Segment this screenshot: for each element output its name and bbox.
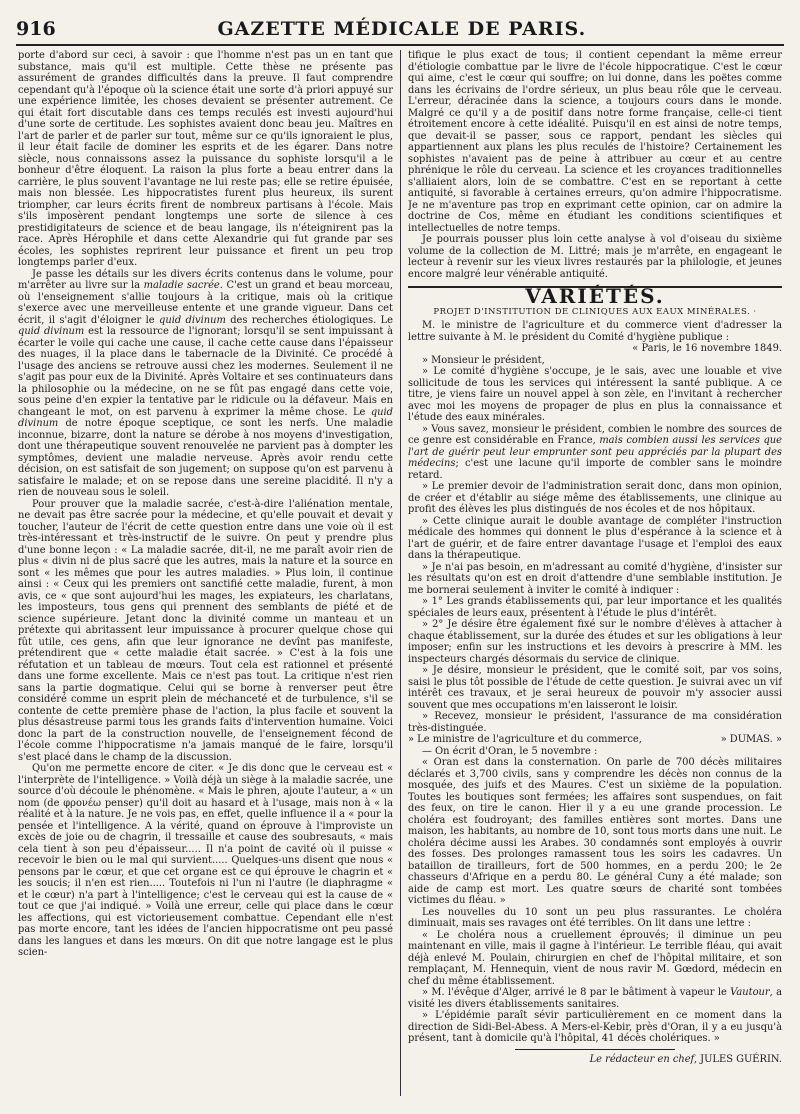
report-paragraph: Les nouvelles du 10 sont un peu plus rassurantes. Le choléra diminuait, mais ses ravages ont été terribles. On lit dans une lettre : [408, 906, 782, 929]
section-subtitle: PROJET D'INSTITUTION DE CLINIQUES AUX EAUX MINÉRALES. · [433, 306, 757, 317]
report-paragraph: « Le choléra nous a cruellement éprouvés; il diminue un peu maintenant en ville, mais il gagne à l'intérieur. Le terrible fléau, qui avait déjà enlevé M. Poulain, chirurgien en chef de l'hôpital militaire, et son remplaçant, M. Hennequin, vient de nous ravir M. Gœdord, médecin en chef du même établissement. [408, 929, 782, 987]
italic-term: quid divinum [18, 406, 393, 429]
signature-title: » Le ministre de l'agriculture et du commerce, [408, 734, 642, 745]
right-column [408, 50, 782, 1096]
text-run: » M. l'évêque d'Alger, arrivé le 8 par le bâtiment à vapeur le [422, 987, 731, 998]
report-intro: — On écrit d'Oran, le 5 novembre : [422, 745, 598, 757]
letter-signature [408, 734, 782, 746]
letter-dateline: « Paris, le 16 novembre 1849. [632, 343, 782, 354]
letter-paragraph: » Je n'ai pas besoin, en m'adressant au comité d'hygiène, d'insister sur les résultats qu'on est en droit d'attendre d'une semblable institution. Je me bornerai seulement à inviter le comité à indiquer : [408, 561, 782, 596]
report-paragraph: « Oran est dans la consternation. On parle de 700 décès militaires déclarés et 3,700 civils, sans y comprendre les décès non connus de la mosquée, des juifs et des Maures. C'est un sixième de la population. Toutes les boutiques sont fermées; les affaires sont suspendues, on fait des feux, on tire le canon. Hier il y a eu une grande procession. Le choléra est foudroyant; des familles entières sont mortes. Dans une maison, les habitants, au nombre de 10, sont tous morts dans une nuit. Le choléra décime aussi les Arabes. 30 condamnés sont employés à ouvrir des fosses. Des prolonges ramassent tous les soirs les cadavres. Un bataillon de tirailleurs, fort de 500 hommes, en a perdu 200; le 2e chasseurs d'Afrique en a perdu 80. Le général Cuny a été malade; son aide de camp est mort. Les quatre sœurs de charité sont tombées victimes du fléau. » [408, 757, 782, 906]
paragraph: Je pourrais pousser plus loin cette analyse à vol d'oiseau du sixième volume de la collection de M. Littré; mais je m'arrête, en engageant le lecteur à revenir sur les vieux livres restaurés par la philologie, et jeunes encore malgré leur vénérable antiquité. [408, 234, 782, 280]
letter-paragraph: » 1° Les grands établissements qui, par leur importance et les qualités spéciales de leurs eaux, présentent à l'étude le plus d'intérêt. [408, 596, 782, 619]
paragraph: Qu'on me permette encore de citer. « Je dis donc que le cerveau est « l'interprète de l'intelligence. » Voilà déjà un siège à la maladie sacrée, une source d'où découle le phénomène. « Mais le phren, ajoute l'auteur, a « un nom (de φρονέω penser) qu'il doit au hasard et à l'usage, mais non à « la réalité et à la nature. Je ne vois pas, en effet, quelle influence il a « pour la pensée et l'intelligence. A la vérité, quand on éprouve à l'improviste un excès de joie ou de chagrin, il tressaille et cause des soubresauts, « mais cela tient à son peu d'épaisseur..... Il n'a point de cavité où il puisse « recevoir le bien ou le mal qui survient..... Quelques-uns disent que nous « pensons par le cœur, et que cet organe est ce qui éprouve le chagrin et « les soucis; il n'en est rien..... Toutefois ni l'un ni l'autre (le diaphragme « et le cœur) n'a part à l'intelligence; c'est le cerveau qui est la cause de « tout ce que j'ai indiqué. » Voilà une erreur, celle qui place dans le cœur les affections, qui est victorieusement combattue. Cependant elle n'est pas morte encore, tant les idées de l'ancien hippocratisme ont peu passé dans les langues et dans les mœurs. On dit que notre langage est le plus scien- [18, 763, 393, 958]
italic-term: maladie sacrée [143, 280, 220, 291]
letter-paragraph: » Le comité d'hygiène s'occupe, je le sais, avec une louable et vive sollicitude de tous les services qui intéressent la santé publique. A ce titre, je viens faire un nouvel appel à son zèle, en l'invitant à rechercher avec moi les moyens de propager de plus en plus la connaissance et l'étude des eaux minérales. [408, 366, 782, 423]
paragraph: porte d'abord sur ceci, à savoir : que l'homme n'est pas un en tant que substance, mais qu'il est multiple. Cette thèse ne présente pas assurément de grandes difficultés dans la preuve. Il faut comprendre cependant qu'à l'époque où la science était une sorte d'à priori appuyé sur une expérience limitée, les choses devaient se présenter autrement. Ce qui était fort discutable dans ces temps reculés est investi aujourd'hui d'une sorte de certitude. Les sophistes avaient donc beau jeu. Maîtres en l'art de parler et de parler sur tout, même sur ce qu'ils ignoraient le plus, il leur était facile de dominer les esprits et de les égarer. Dans notre siècle, nous connaissons assez la puissance du sophiste lorsqu'il a le bonheur d'être éloquent. La raison la plus forte a beau entrer dans la carrière, le plus souvent l'avantage ne lui reste pas; elle se retire épuisée, mais non blessée. Les hippocratistes furent plus heureux, ils surent triompher, car leurs écrits firent de nombreux partisans à l'école. Mais s'ils imposèrent pendant longtemps une sorte de silence à ces prestidigitateurs de science et de beau langage, ils n'éteignirent pas la race. Après Hérophile et dans cette Alexandrie qui fut grande par ses écoles, les sophistes reprirent leur puissance et firent un peu trop longtemps parler d'eux. [18, 50, 393, 268]
text-run: » Vous savez, monsieur le président, combien le nombre des sources de ce genre est considérable en France, [408, 423, 782, 446]
page-header [16, 14, 784, 46]
editor-signature [408, 1054, 782, 1066]
letter-paragraph: » Recevez, monsieur le président, l'assurance de ma considération très-distinguée. [408, 711, 782, 734]
letter-paragraph: » Le premier devoir de l'administration serait donc, dans mon opinion, de créer et d'établir au siége même des établissements, une clinique au profit des élèves les plus distingués de nos écoles et de nos hôpitaux. [408, 481, 782, 515]
italic-term: quid divinum [159, 314, 226, 326]
left-column [18, 50, 393, 1096]
text-run: . C'est un grand et beau morceau, où l'enseignement s'allie toujours à la critique, mais où la critique s'exerce avec une merveilleuse entente et une grande vigueur. Dans cet écrit, il s'agit d'éloigner le [18, 280, 393, 326]
column-divider [400, 50, 401, 1096]
text-run: des recherches étiologiques. Le [225, 314, 393, 326]
closing-rule [515, 1049, 675, 1050]
letter-paragraph: » 2° Je désire être également fixé sur le nombre d'élèves à attacher à chaque établissement, sur la durée des études et sur les obligations à leur imposer; enfin sur les instructions et les devoirs à prescrire à MM. les inspecteurs chargés désormais du service de clinique. [408, 619, 782, 665]
letter-paragraph: » Cette clinique aurait le double avantage de compléter l'instruction médicale des hommes qui donnent le plus d'espérance à la science et à l'art de guérir, et de faire entrer davantage l'usage et l'emploi des eaux dans la thérapeutique. [408, 515, 782, 561]
page-number: 916 [16, 18, 56, 40]
text-run: ; c'est une lacune qu'il importe de combler sans le moindre retard. [408, 458, 782, 481]
text-run: Je passe les détails sur les divers écrits contenus dans le volume, pour m'arrêter au livre sur la [18, 268, 393, 291]
paragraph [18, 269, 393, 499]
running-title: GAZETTE MÉDICALE DE PARIS. [217, 18, 587, 40]
section-title: VARIÉTÉS. [525, 284, 665, 308]
italic-passage: mais combien aussi les services que l'art de guérir peut leur emprunter sont peu appréciés par la plupart des médecins [408, 435, 782, 469]
paragraph: Pour prouver que la maladie sacrée, c'est-à-dire l'aliénation mentale, ne devait pas être sacrée pour la médecine, et qu'elle pouvait et devait y toucher, l'auteur de l'écrit de cette question entre dans une voie où il est très-intéressant et très-instructif de le suivre. On peut y prendre plus d'une bonne leçon : « La maladie sacrée, dit-il, ne me paraît avoir rien de plus « divin ni de plus sacré que les autres, mais la nature et la source en sont « les mêmes que pour les autres maladies. » Plus loin, il continue ainsi : « Ceux qui les premiers ont sanctifié cette maladie, furent, à mon avis, ce « que sont aujourd'hui les mages, les expiateurs, les charlatans, les imposteurs, tous gens qui prennent des semblants de piété et de science supérieure. Jetant donc la divinité comme un manteau et un prétexte qui abritassent leur impuissance à procurer quelque chose qui fût utile, ces gens, afin que leur ignorance ne devînt pas manifeste, prétendirent que « cette maladie était sacrée. » C'est à la fois une réfutation et un tableau de mœurs. Tout cela est rationnel et présenté dans une forme excellente. Mais ce n'est pas tout. La critique n'est rien sans la partie dogmatique. Celui qui se borne à renverser peut être considéré comme un esprit plein de méchanceté et de turbulence, s'il se contente de cette première phase de l'action, la plus facile et souvent la plus désastreuse parmi tous les grands faits d'intervention humaine. Voici donc la part de la construction nouvelle, de l'enseignement fécond de l'école comme l'hippocratisme n'a jamais manqué de le faire, lorsqu'il s'est placé dans le champ de la discussion. [18, 498, 393, 763]
ship-name: Vautour [730, 987, 770, 998]
report-paragraph: » L'épidémie paraît sévir particulièrement en ce moment dans la direction de Sidi-Bel-Abess. A Mers-el-Kebir, près d'Oran, il y a eu jusqu'à présent, tant à domicile qu'à l'hôpital, 41 décès cholériques. » [408, 1010, 782, 1044]
letter-salutation: » Monsieur le président, [422, 354, 545, 366]
letter-paragraph: » Je désire, monsieur le président, que le comité soit, par vos soins, saisi le plus tôt possible de l'étude de cette question. Je suivrai avec un vif intérêt ces travaux, et je serai heureux de pouvoir m'y associer aussi souvent que mes occupations m'en laisseront le loisir. [408, 665, 782, 711]
text-run: de notre époque sceptique, ce sont les nerfs. Une maladie inconnue, bizarre, dont la nature se dérobe à nos moyens d'investigation, dont une thérapeutique souvent renouvelée ne parvient pas à dompter les symptômes, devient une maladie nerveuse. Après avoir rendu cette décision, on est satisfait de son jugement; on suppose qu'on est parvenu à satisfaire le malade; et on se repose dans une sereine placidité. Il n'y a rien de nouveau sous le soleil. [18, 418, 393, 498]
report-paragraph [408, 987, 782, 1010]
italic-term: quid divinum [18, 326, 85, 337]
letter-paragraph [408, 424, 782, 482]
editor-label: Le rédacteur en chef, [589, 1053, 697, 1065]
text-run: , a visité les divers établissements sanitaires. [408, 987, 782, 1010]
signature-name: » DUMAS. » [720, 734, 782, 745]
letter-intro: M. le ministre de l'agriculture et du commerce vient d'adresser la lettre suivante à M. le président du Comité d'hygiène publique : [408, 320, 782, 343]
text-run: est la ressource de l'ignorant; lorsqu'il se sent impuissant à écarter le voile qui cache une cause, il cache cette cause dans l'épaisseur des nuages, il la place dans le tabernacle de la Divinité. Ce procédé à l'usage des anciens se retrouve aussi chez les modernes. Seulement il ne s'agit pas pour eux de la Divinité. Après Voltaire et ses continuateurs dans la philosophie ou la médecine, on ne se fût pas engagé dans cette voie, sous peine d'en expier la tentative par le ridicule ou la défaveur. Mais en changeant le mot, on est parvenu à exprimer la même chose. Le [18, 326, 393, 418]
paragraph: tifique le plus exact de tous; il contient cependant la même erreur d'étiologie combattue par le livre de l'école hippocratique. C'est le cœur qui aime, c'est le cœur qui souffre; on lui donne, dans les poëtes comme dans les écrivains de l'ordre sérieux, un plus beau rôle que le cerveau. L'erreur, déracinée dans la science, a toujours cours dans le monde. Malgré ce qu'il y a de positif dans notre forme française, celle-ci tient étroitement encore à cette idéalité. Puisqu'il en est ainsi de notre temps, que devait-il se passer, sous ce rapport, pendant les siècles qui appartiennent aux plans les plus reculés de l'histoire? Certainement les sophistes n'avaient pas de peine à attribuer au cœur et au centre phrénique le rôle du cerveau. La science et les croyances traditionnelles s'alliaient alors, loin de se combattre. C'est en se reportant à cette antiquité, si favorable à certaines erreurs, qu'on admire l'hippocratisme. Je ne m'aventure pas trop en exprimant cette opinion, car on admire la doctrine de Cos, même en étudiant les conditions scientifiques et intellectuelles de notre temps. [408, 50, 782, 234]
editor-name: JULES GUÉRIN. [700, 1053, 782, 1065]
